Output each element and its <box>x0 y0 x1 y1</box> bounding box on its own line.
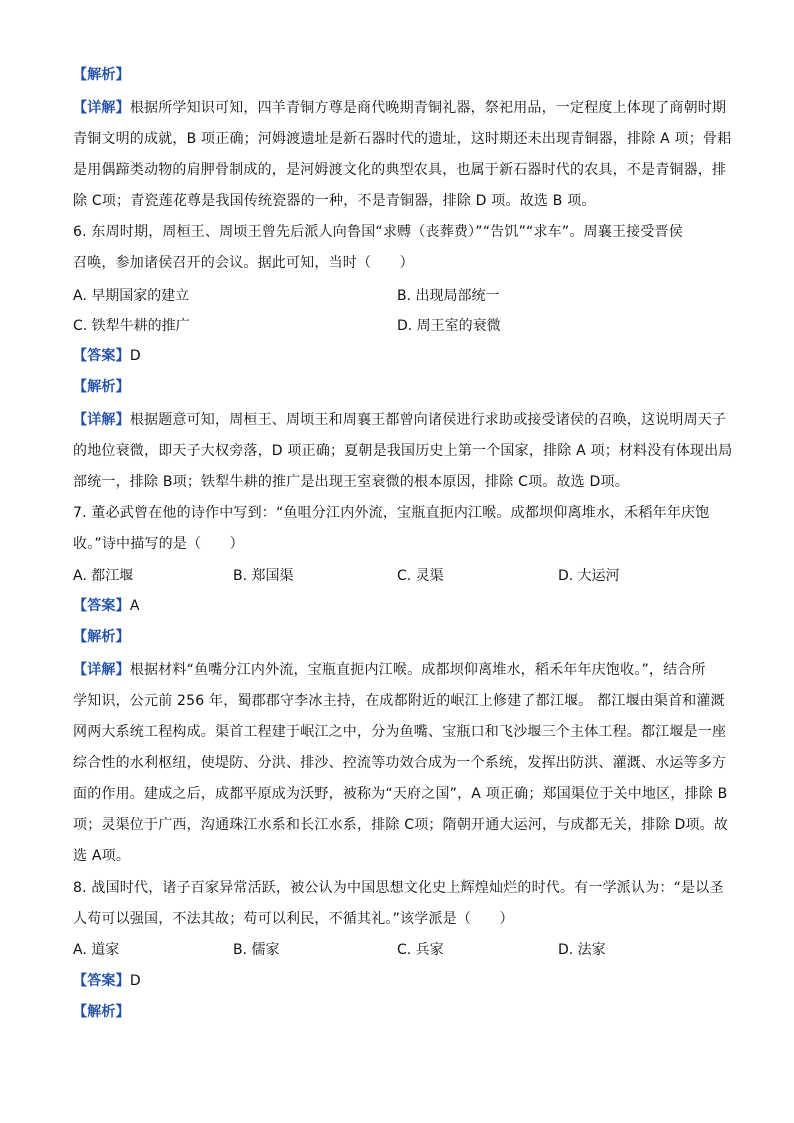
detail-paragraph-line: 是用偶蹄类动物的肩胛骨制成的，是河姆渡文化的典型农具，也属于新石器时代的农具，不是青铜器，排 <box>73 162 727 178</box>
detail-paragraph-line: 青铜文明的成就，B 项正确；河姆渡遗址是新石器时代的遗址，这时期还未出现青铜器，排除 A 项；骨耜 <box>73 131 732 147</box>
question-8-text: 人苟可以强国，不法其故；苟可以利民，不循其礼。”该学派是（ ） <box>73 911 514 927</box>
answer-value: D <box>129 348 141 364</box>
answer-line: 【答案】A <box>73 598 140 614</box>
option-c: C. 兵家 <box>397 942 444 958</box>
detail-paragraph-line: 综合性的水利枢纽，使堤防、分洪、排沙、控流等功效合成为一个系统，发挥出防洪、灌溉、水运等多方 <box>73 755 727 771</box>
detail-paragraph-line: 学知识，公元前 256 年，蜀郡郡守李冰主持，在成都附近的岷江上修建了都江堰。 都江堰由渠首和灌溉 <box>73 693 725 709</box>
answer-value: D <box>129 973 141 989</box>
option-b: B. 出现局部统一 <box>397 288 500 304</box>
option-a: A. 都江堰 <box>73 568 134 584</box>
analysis-heading: 【解析】 <box>73 67 130 83</box>
option-a: A. 早期国家的建立 <box>73 288 190 304</box>
option-d: D. 法家 <box>558 942 606 958</box>
option-c: C. 灵渠 <box>397 568 444 584</box>
question-7-text: 收。”诗中描写的是（ ） <box>73 536 244 552</box>
question-8-text: 8. 战国时代，诸子百家异常活跃，被公认为中国思想文化史上辉煌灿烂的时代。有一学派认为：“是以圣 <box>73 880 724 896</box>
analysis-heading: 【解析】 <box>73 629 130 645</box>
question-6-text: 召唤，参加诸侯召开的会议。据此可知，当时（ ） <box>73 255 414 271</box>
option-d: D. 周王室的衰微 <box>397 318 501 334</box>
detail-paragraph-line: 项；灵渠位于广西，沟通珠江水系和长江水系，排除 C项；隋朝开通大运河，与成都无关，排除 D项。故 <box>73 817 729 833</box>
question-6-text: 6. 东周时期，周桓王、周顷王曾先后派人向鲁国“求赙（丧葬费）”“告饥”“求车”。周襄王接受晋侯 <box>73 224 683 240</box>
detail-paragraph-line: 【详解】根据所学知识可知，四羊青铜方尊是商代晚期青铜礼器，祭祀用品，一定程度上体现了商朝时期 <box>73 100 727 116</box>
option-c: C. 铁犁牛耕的推广 <box>73 318 190 334</box>
detail-paragraph-line: 部统一，排除 B项；铁犁牛耕的推广是出现王室衰微的根本原因，排除 C项。故选 D项。 <box>73 474 629 490</box>
option-b: B. 儒家 <box>233 942 280 958</box>
question-7-text: 7. 董必武曾在他的诗作中写到：“鱼咀分江内外流，宝瓶直扼内江喉。成都坝仰离堆水，禾稻年年庆饱 <box>73 505 710 521</box>
detail-paragraph-line: 除 C项；青瓷莲花尊是我国传统瓷器的一种，不是青铜器，排除 D 项。故选 B 项。 <box>73 193 596 209</box>
option-a: A. 道家 <box>73 942 120 958</box>
option-d: D. 大运河 <box>558 568 620 584</box>
detail-paragraph-line: 选 A项。 <box>73 848 131 864</box>
detail-paragraph-line: 网两大系统工程构成。渠首工程建于岷江之中，分为鱼嘴、宝瓶口和飞沙堰三个主体工程。都江堰是一座 <box>73 724 727 740</box>
detail-paragraph-line: 【详解】根据材料“鱼嘴分江内外流，宝瓶直扼内江喉。成都坝仰离堆水，稻禾年年庆饱收。”，结合所 <box>73 662 706 678</box>
answer-value: A <box>129 598 140 614</box>
analysis-heading: 【解析】 <box>73 1004 130 1020</box>
analysis-heading: 【解析】 <box>73 379 130 395</box>
detail-paragraph-line: 的地位衰微，即天子大权旁落，D 项正确；夏朝是我国历史上第一个国家，排除 A 项；材料没有体现出局 <box>73 443 733 459</box>
detail-paragraph-line: 面的作用。建成之后，成都平原成为沃野，被称为“天府之国”，A 项正确；郑国渠位于关中地区，排除 B <box>73 786 728 802</box>
option-b: B. 郑国渠 <box>233 568 294 584</box>
detail-paragraph-line: 【详解】根据题意可知，周桓王、周顷王和周襄王都曾向诸侯进行求助或接受诸侯的召唤，这说明周天子 <box>73 412 727 428</box>
answer-line: 【答案】D <box>73 348 141 364</box>
answer-line: 【答案】D <box>73 973 141 989</box>
